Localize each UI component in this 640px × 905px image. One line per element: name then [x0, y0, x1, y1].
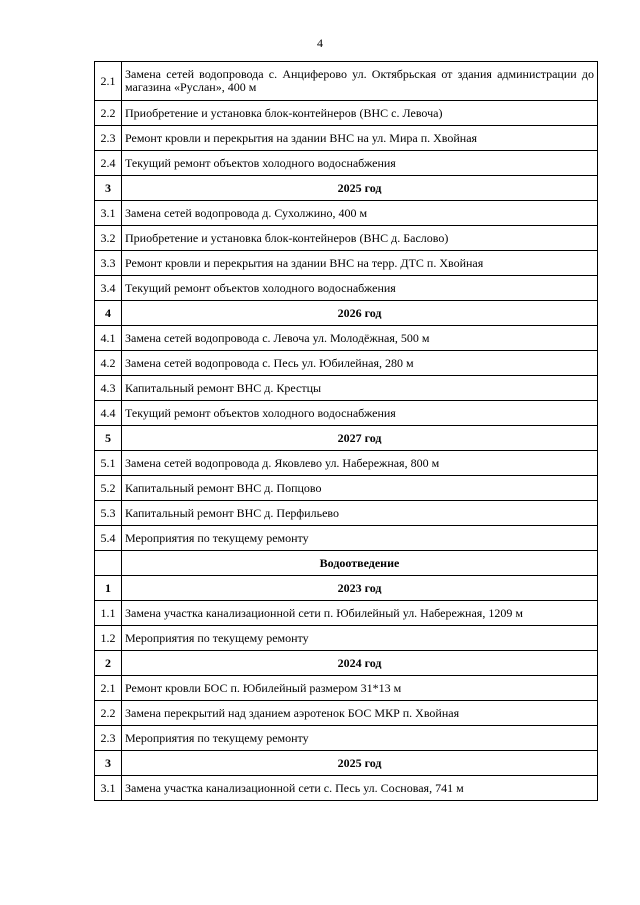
measure-description: Текущий ремонт объектов холодного водоснабжения [122, 151, 598, 176]
row-number: 5.4 [95, 526, 122, 551]
row-number: 2.3 [95, 726, 122, 751]
table-row [95, 101, 598, 126]
row-number: 5.2 [95, 476, 122, 501]
table-row [95, 351, 598, 376]
row-number: 5.1 [95, 451, 122, 476]
row-number: 1.1 [95, 601, 122, 626]
table-row [95, 126, 598, 151]
table-row [95, 776, 598, 801]
table-row [95, 676, 598, 701]
table-row [95, 601, 598, 626]
page-number: 4 [317, 36, 323, 50]
row-number: 2.2 [95, 101, 122, 126]
measure-description: Мероприятия по текущему ремонту [122, 726, 598, 751]
section-title: Водоотведение [122, 551, 598, 576]
table-row [95, 326, 598, 351]
year-title: 2027 год [122, 426, 598, 451]
row-number: 2 [95, 651, 122, 676]
measure-description: Замена перекрытий над зданием аэротенок БОС МКР п. Хвойная [122, 701, 598, 726]
row-number: 2.2 [95, 701, 122, 726]
measures-table [94, 61, 598, 801]
measure-description: Приобретение и установка блок-контейнеров (ВНС д. Баслово) [122, 226, 598, 251]
year-row [95, 576, 598, 601]
measure-description: Мероприятия по текущему ремонту [122, 626, 598, 651]
measures-table-body [95, 62, 598, 801]
measure-description: Ремонт кровли и перекрытия на здании ВНС на терр. ДТС п. Хвойная [122, 251, 598, 276]
row-number: 1.2 [95, 626, 122, 651]
measure-description: Капитальный ремонт ВНС д. Крестцы [122, 376, 598, 401]
row-number: 3.4 [95, 276, 122, 301]
measure-description: Ремонт кровли БОС п. Юбилейный размером 31*13 м [122, 676, 598, 701]
year-row [95, 301, 598, 326]
section-heading-row [95, 551, 598, 576]
measure-description: Мероприятия по текущему ремонту [122, 526, 598, 551]
year-title: 2025 год [122, 751, 598, 776]
measure-description: Замена сетей водопровода с. Песь ул. Юбилейная, 280 м [122, 351, 598, 376]
row-number: 4.4 [95, 401, 122, 426]
table-row [95, 251, 598, 276]
table-row [95, 451, 598, 476]
row-number: 2.1 [95, 676, 122, 701]
row-number [95, 551, 122, 576]
row-number: 5 [95, 426, 122, 451]
row-number: 5.3 [95, 501, 122, 526]
year-title: 2026 год [122, 301, 598, 326]
table-row [95, 501, 598, 526]
table-row [95, 726, 598, 751]
measure-description: Замена сетей водопровода с. Левоча ул. Молодёжная, 500 м [122, 326, 598, 351]
row-number: 3 [95, 751, 122, 776]
table-row [95, 62, 598, 101]
row-number: 3 [95, 176, 122, 201]
row-number: 4.2 [95, 351, 122, 376]
year-row [95, 751, 598, 776]
row-number: 4 [95, 301, 122, 326]
table-row [95, 376, 598, 401]
row-number: 2.3 [95, 126, 122, 151]
table-row [95, 226, 598, 251]
measure-description: Капитальный ремонт ВНС д. Перфильево [122, 501, 598, 526]
row-number: 2.4 [95, 151, 122, 176]
measure-description: Замена сетей водопровода д. Яковлево ул. Набережная, 800 м [122, 451, 598, 476]
table-row [95, 701, 598, 726]
table-row [95, 526, 598, 551]
table-row [95, 201, 598, 226]
measure-description: Текущий ремонт объектов холодного водоснабжения [122, 401, 598, 426]
year-title: 2025 год [122, 176, 598, 201]
year-title: 2023 год [122, 576, 598, 601]
year-title: 2024 год [122, 651, 598, 676]
row-number: 3.3 [95, 251, 122, 276]
row-number: 2.1 [95, 62, 122, 101]
table-row [95, 476, 598, 501]
year-row [95, 426, 598, 451]
table-row [95, 151, 598, 176]
measure-description: Замена участка канализационной сети п. Юбилейный ул. Набережная, 1209 м [122, 601, 598, 626]
measure-description: Замена сетей водопровода с. Анциферово ул. Октябрьская от здания администрации до магазина «Руслан», 400 м [122, 62, 598, 101]
row-number: 3.2 [95, 226, 122, 251]
year-row [95, 176, 598, 201]
measure-description: Замена участка канализационной сети с. Песь ул. Сосновая, 741 м [122, 776, 598, 801]
measure-description: Приобретение и установка блок-контейнеров (ВНС с. Левоча) [122, 101, 598, 126]
table-row [95, 401, 598, 426]
table-row [95, 626, 598, 651]
row-number: 4.1 [95, 326, 122, 351]
measure-description: Ремонт кровли и перекрытия на здании ВНС на ул. Мира п. Хвойная [122, 126, 598, 151]
measure-description: Замена сетей водопровода д. Сухолжино, 400 м [122, 201, 598, 226]
year-row [95, 651, 598, 676]
row-number: 3.1 [95, 776, 122, 801]
table-row [95, 276, 598, 301]
row-number: 1 [95, 576, 122, 601]
row-number: 4.3 [95, 376, 122, 401]
row-number: 3.1 [95, 201, 122, 226]
measure-description: Текущий ремонт объектов холодного водоснабжения [122, 276, 598, 301]
measure-description: Капитальный ремонт ВНС д. Попцово [122, 476, 598, 501]
